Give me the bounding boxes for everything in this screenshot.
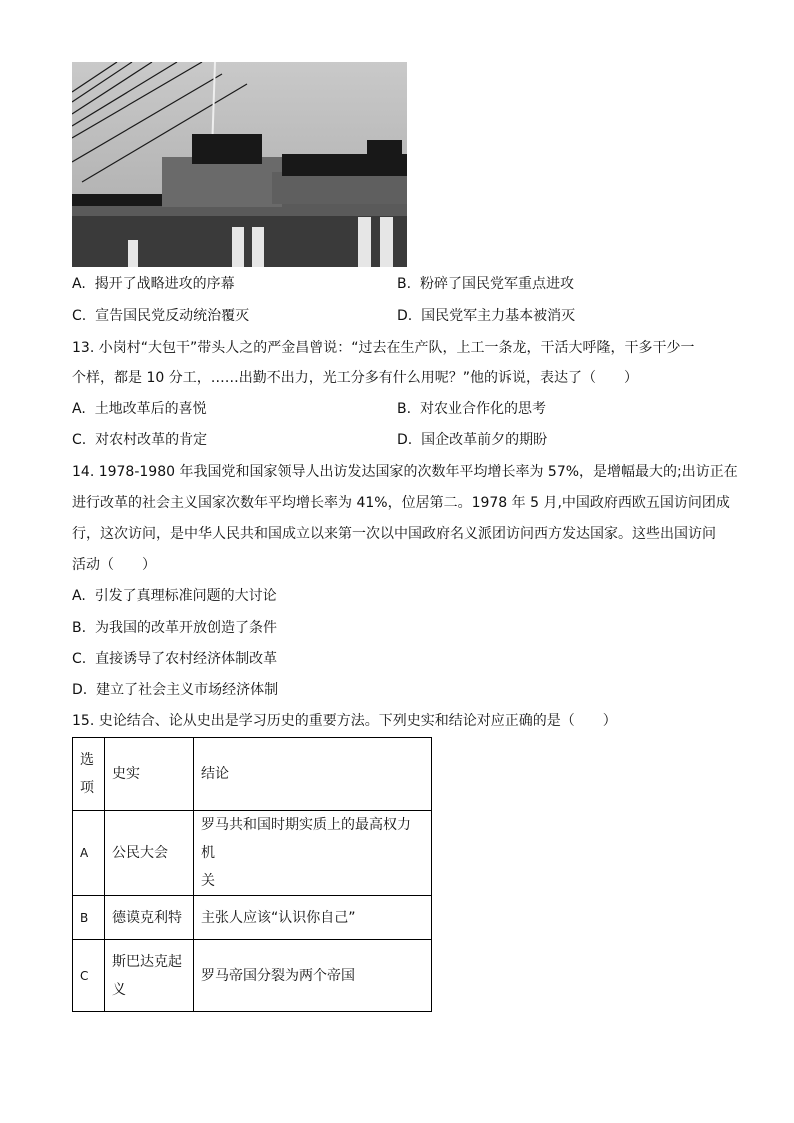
option-key: A. (72, 588, 86, 604)
row-option: B (73, 896, 105, 940)
row-option: C (73, 940, 105, 1012)
option-key: D. (397, 432, 413, 448)
option-key: B. (72, 620, 87, 636)
q12-option-b[interactable] (397, 274, 574, 294)
row-conclusion: 主张人应该“认识你自己” (194, 896, 432, 940)
row-conclusion: 罗马共和国时期实质上的最高权力机 关 (194, 811, 432, 896)
q14-stem-line2: 进行改革的社会主义国家次数年平均增长率为 41%，位居第二。1978 年 5 月,中国政府西欧五国访问团成 (72, 495, 730, 511)
table-row (73, 896, 432, 940)
q14-stem-line1: 14. 1978-1980 年我国党和国家领导人出访发达国家的次数年平均增长率为 57%，是增幅最大的;出访正在 (72, 464, 738, 480)
option-key: A. (72, 401, 86, 417)
row-fact: 德谟克利特 (105, 896, 194, 940)
option-key: B. (397, 401, 412, 417)
q15-stem: 15. 史论结合、论从史出是学习历史的重要方法。下列史实和结论对应正确的是（ ） (72, 713, 617, 729)
option-text: 为我国的改革开放创造了条件 (94, 620, 277, 636)
q13-option-a[interactable] (72, 399, 207, 419)
table-row (73, 940, 432, 1012)
historical-photo (72, 62, 407, 267)
header-cell-conclusion: 结论 (194, 738, 432, 811)
q14-option-c[interactable] (72, 649, 277, 669)
option-key: D. (72, 682, 88, 698)
q12-option-c[interactable] (72, 306, 249, 326)
option-key: A. (72, 276, 86, 292)
table-header-row (73, 738, 432, 811)
photo-drawing (72, 62, 407, 267)
q13-stem-line1: 13. 小岗村“大包干”带头人之的严金昌曾说：“过去在生产队，上工一条龙，干活大呼隆，干多干少一 (72, 340, 695, 356)
header-cell-option: 选 项 (73, 738, 105, 811)
option-key: C. (72, 651, 87, 667)
option-text: 对农村改革的肯定 (95, 432, 208, 448)
q14-option-a[interactable] (72, 586, 277, 606)
q14-stem-line3: 行，这次访问，是中华人民共和国成立以来第一次以中国政府名义派团访问西方发达国家。这些出国访问 (72, 526, 716, 542)
option-key: C. (72, 432, 87, 448)
option-text: 国企改革前夕的期盼 (421, 432, 548, 448)
row-conclusion: 罗马帝国分裂为两个帝国 (194, 940, 432, 1012)
q14-stem-line4: 活动（ ） (72, 557, 156, 573)
option-text: 粉碎了国民党军重点进攻 (419, 276, 574, 292)
table-row (73, 811, 432, 896)
q13-option-b[interactable] (397, 399, 546, 419)
q13-option-d[interactable] (397, 430, 547, 450)
option-text: 土地改革后的喜悦 (94, 401, 207, 417)
row-fact: 斯巴达克起 义 (105, 940, 194, 1012)
option-key: C. (72, 308, 87, 324)
q12-option-a[interactable] (72, 274, 235, 294)
option-text: 揭开了战略进攻的序幕 (94, 276, 235, 292)
q12-option-d[interactable] (397, 306, 575, 326)
option-text: 直接诱导了农村经济体制改革 (95, 651, 278, 667)
option-text: 引发了真理标准问题的大讨论 (94, 588, 277, 604)
option-key: D. (397, 308, 413, 324)
q14-option-b[interactable] (72, 618, 277, 638)
header-cell-fact: 史实 (105, 738, 194, 811)
option-text: 国民党军主力基本被消灭 (421, 308, 576, 324)
q13-option-c[interactable] (72, 430, 207, 450)
option-key: B. (397, 276, 412, 292)
option-text: 宣告国民党反动统治覆灭 (95, 308, 250, 324)
option-text: 对农业合作化的思考 (419, 401, 546, 417)
row-option: A (73, 811, 105, 896)
q13-stem-line2: 个样，都是 10 分工，……出勤不出力，光工分多有什么用呢？”他的诉说，表达了（ ） (72, 370, 638, 386)
option-text: 建立了社会主义市场经济体制 (96, 682, 279, 698)
q15-table (72, 737, 432, 1012)
q14-option-d[interactable] (72, 680, 278, 700)
row-fact: 公民大会 (105, 811, 194, 896)
